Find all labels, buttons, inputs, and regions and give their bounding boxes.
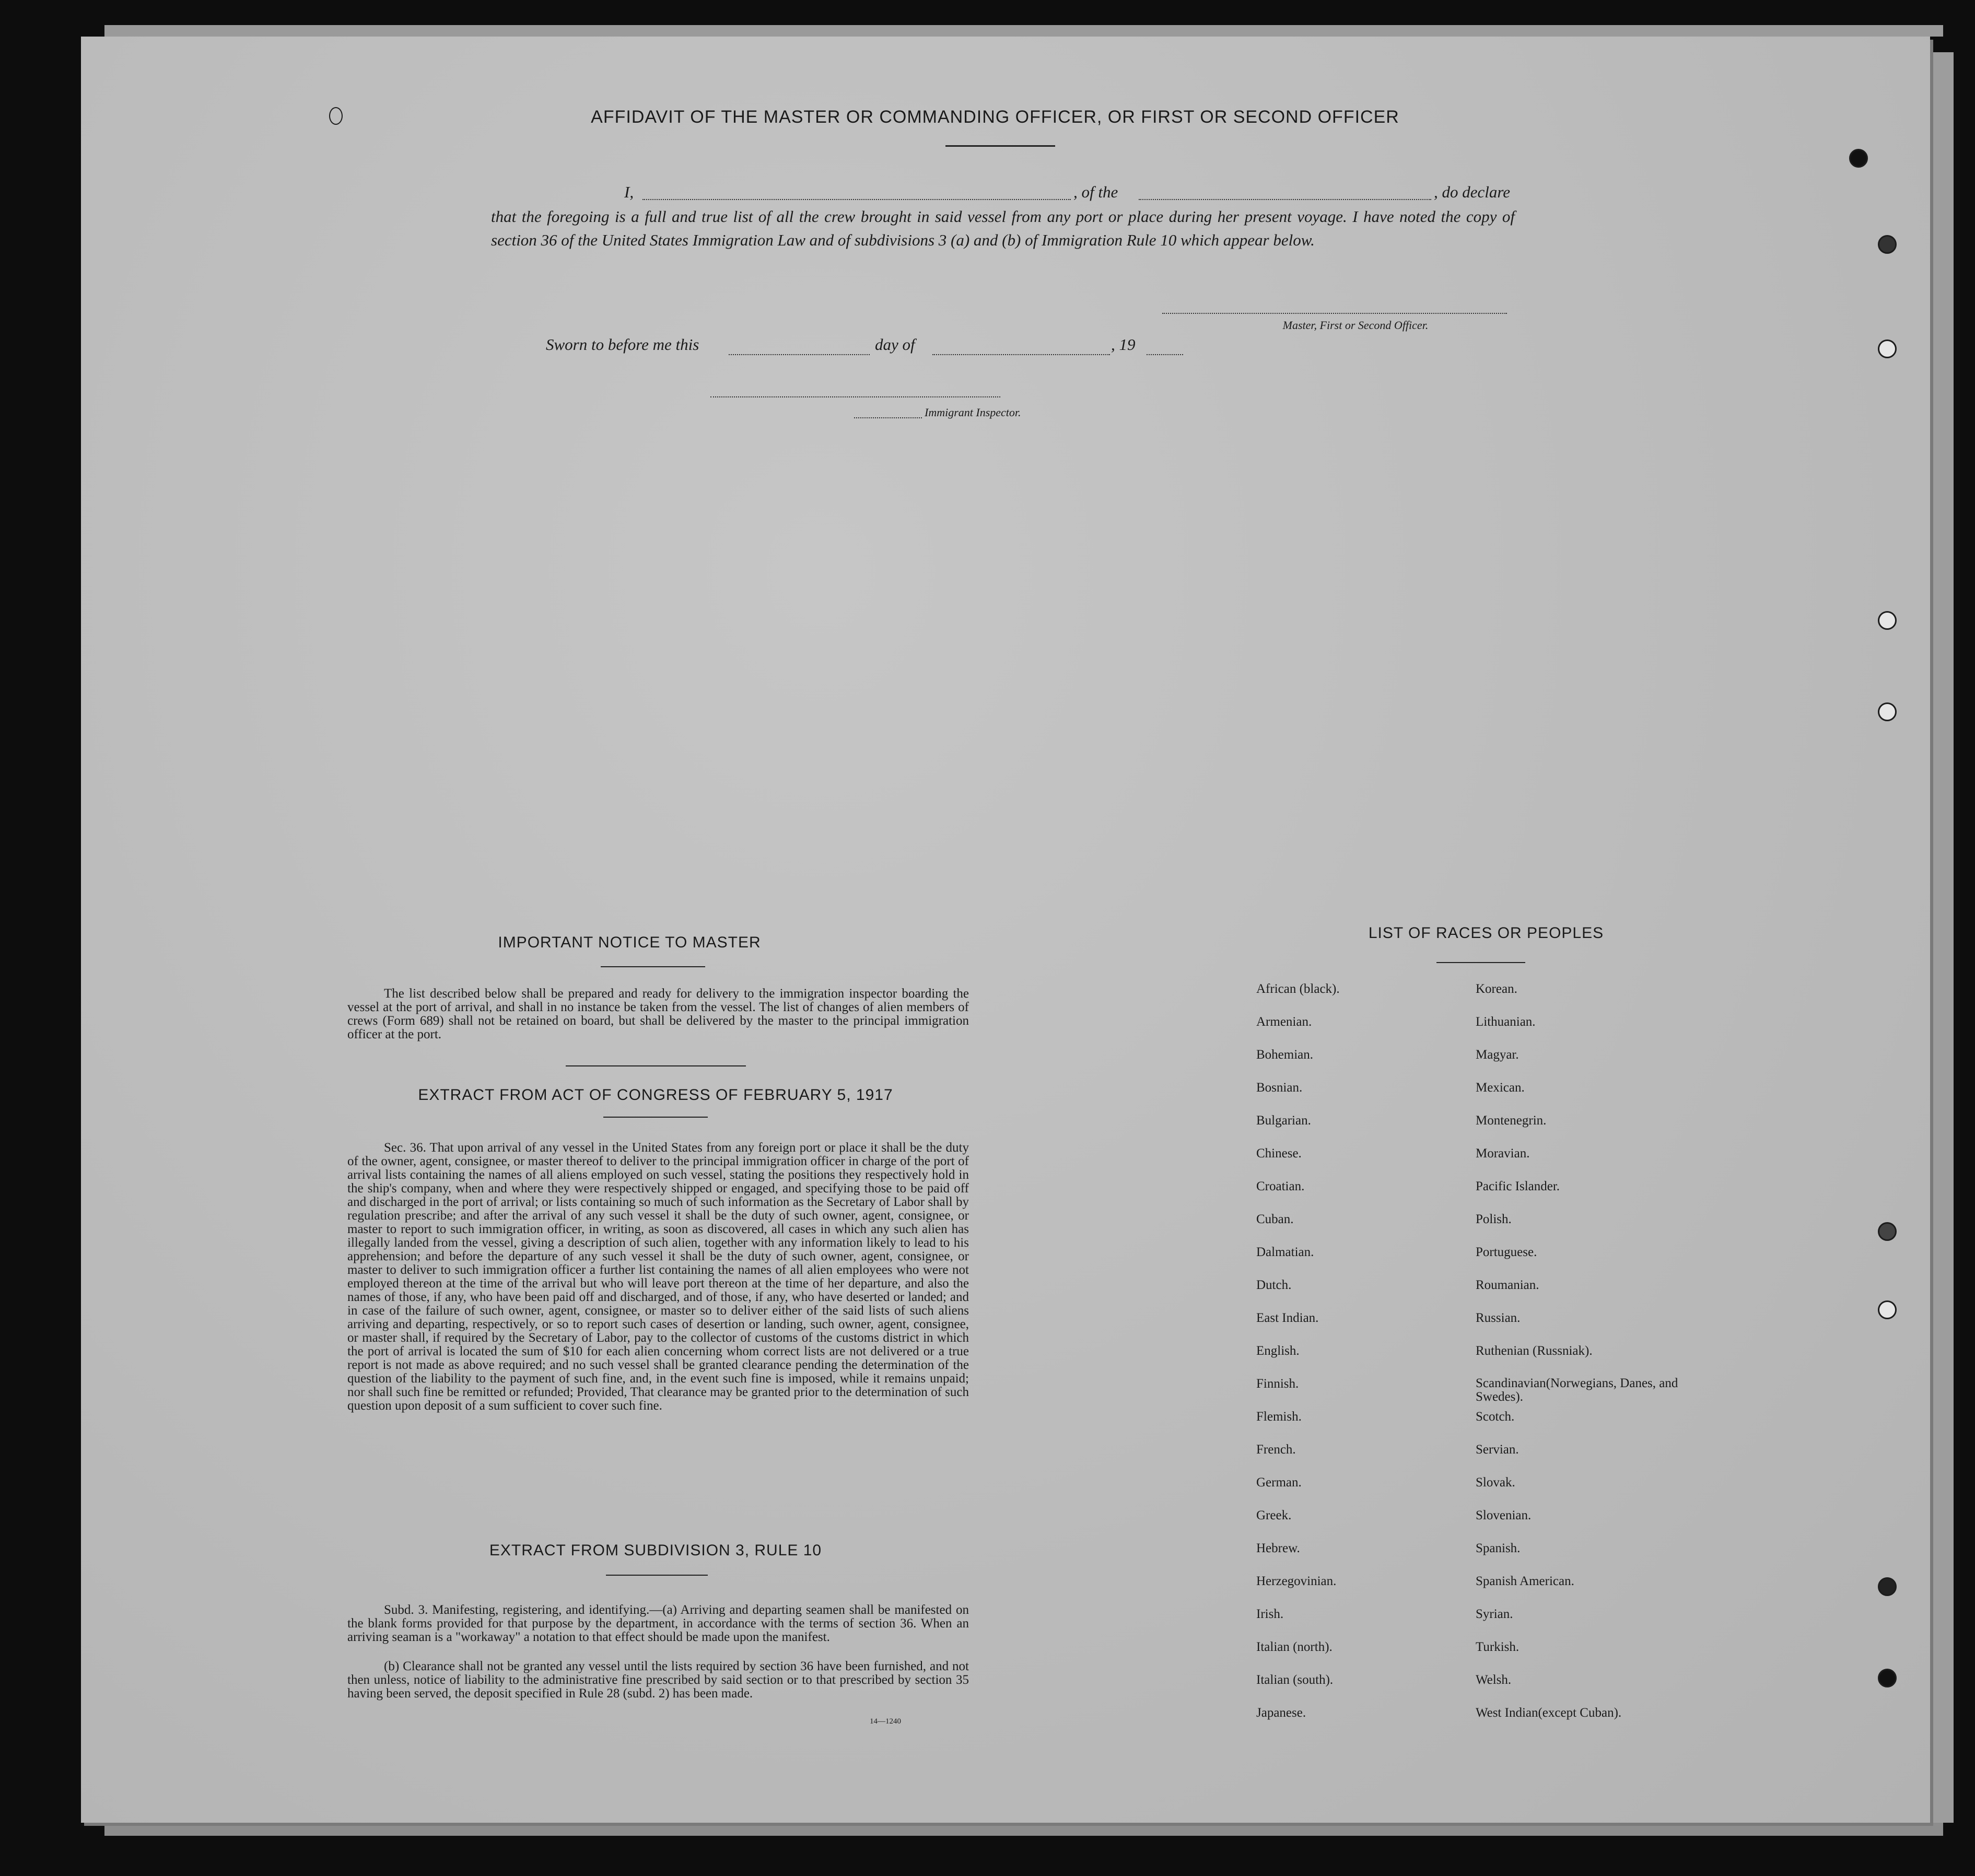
inspector-short-line[interactable]	[854, 405, 922, 418]
race-item: Dutch.	[1256, 1278, 1292, 1292]
inspector-signature-line[interactable]	[710, 384, 1000, 397]
affidavit-declaration-line	[491, 180, 1515, 204]
races-column-left	[1256, 982, 1455, 1739]
extract-act-title-rule	[603, 1117, 708, 1118]
extract-rule-para-a: Subd. 3. Manifesting, registering, and identifying.—(a) Arriving and departing seamen shall be manifested on the blank forms provided for that purpose by the department, in accordance with the terms of section 36. When an arriving seaman is a "workaway" a notation to that effect should be made upon the manifest.	[347, 1603, 969, 1644]
vessel-blank[interactable]	[1139, 186, 1431, 200]
affidavit-title-rule	[945, 145, 1055, 147]
punch-hole-icon	[1878, 1222, 1897, 1241]
race-item: Slovak.	[1476, 1475, 1515, 1490]
form-number: 14—1240	[870, 1717, 901, 1726]
race-item: Lithuanian.	[1476, 1015, 1536, 1029]
race-item: English.	[1256, 1344, 1300, 1358]
extract-rule-title-rule	[606, 1575, 708, 1576]
race-item: Montenegrin.	[1476, 1113, 1547, 1128]
races-column-right	[1476, 982, 1685, 1739]
race-item: Italian (north).	[1256, 1640, 1333, 1654]
race-item: Magyar.	[1476, 1048, 1519, 1062]
punch-hole-icon	[1878, 339, 1897, 358]
race-item: Cuban.	[1256, 1212, 1294, 1226]
affidavit-body: that the foregoing is a full and true list of all the crew brought in said vessel from any port or place during her present voyage. I have noted the copy of section 36 of the United States Immigration Law and of subdivisions 3 (a) and (b) of Immigration Rule 10 which appear below.	[491, 207, 1515, 249]
race-item: Bulgarian.	[1256, 1113, 1311, 1128]
extract-act-body: Sec. 36. That upon arrival of any vessel in the United States from any foreign port or place it shall be the duty of the owner, agent, consignee, or master thereof to deliver to the principal immigration officer in charge of the port of arrival lists containing the names of all aliens employed on such vessel, stating the positions they respectively hold in the ship's company, when and where they were respectively shipped or engaged, and specifying those to be paid off and discharged in the port of arrival; or lists containing so much of such information as the Secretary of Labor shall by regulation prescribe; and after the arrival of any such vessel it shall be the duty of such owner, agent, consignee, or master to report to such immigration officer, in writing, as soon as discovered, all cases in which any such alien has illegally landed from the vessel, giving a description of such alien, together with any information likely to lead to his apprehension; and before the departure of any such vessel it shall be the duty of such owner, agent, consignee, or master to deliver to such immigration officer a further list containing the names of all alien employees who were not employed thereon at the time of the arrival but who will leave port thereon at the time of her departure, and also the names of those, if any, who have been paid off and discharged, and of those, if any, who have deserted or landed; and in case of the failure of such owner, agent, consignee, or master so to deliver either of the said lists of such aliens arriving and departing, respectively, or so to report such cases of desertion or landing, such owner, agent, consignee, or master shall, if required by the Secretary of Labor, pay to the collector of customs of the customs district in which the port of arrival is located the sum of $10 for each alien concerning whom correct lists are not delivered or a true report is not made as above required; and no such vessel shall be granted clearance pending the determination of the question of the liability to the payment of such fine, and, in the event such fine is imposed, while it remains unpaid; nor shall such fine be remitted or refunded; Provided, That clearance may be granted prior to the determination of such question upon deposit of a sum sufficient to cover such fine.	[347, 1141, 969, 1413]
race-item: Bosnian.	[1256, 1081, 1303, 1095]
sworn-month-blank[interactable]	[932, 342, 1110, 355]
race-item: Flemish.	[1256, 1410, 1302, 1424]
declare-i-label: I,	[624, 183, 634, 201]
race-item: Mexican.	[1476, 1081, 1525, 1095]
race-item: Roumanian.	[1476, 1278, 1539, 1292]
race-item: Portuguese.	[1476, 1245, 1537, 1259]
race-item: Spanish.	[1476, 1541, 1521, 1555]
extract-act-title: EXTRACT FROM ACT OF CONGRESS OF FEBRUARY 5, 1917	[418, 1086, 893, 1104]
sworn-year-blank[interactable]	[1147, 342, 1183, 355]
punch-hole-icon	[1878, 1577, 1897, 1596]
race-item: Spanish American.	[1476, 1574, 1574, 1588]
race-item: Finnish.	[1256, 1377, 1299, 1391]
master-signature-line[interactable]	[1162, 300, 1507, 314]
race-item: Armenian.	[1256, 1015, 1312, 1029]
do-declare-label: , do declare	[1434, 183, 1511, 201]
race-item: Hebrew.	[1256, 1541, 1300, 1555]
race-item: Slovenian.	[1476, 1508, 1532, 1522]
punch-hole-icon	[1849, 149, 1868, 168]
race-item: Pacific Islander.	[1476, 1179, 1560, 1193]
sworn-day-blank[interactable]	[729, 342, 870, 355]
race-item: Syrian.	[1476, 1607, 1513, 1621]
name-blank[interactable]	[642, 186, 1071, 200]
master-signature-caption: Master, First or Second Officer.	[1282, 319, 1429, 332]
notice-title: IMPORTANT NOTICE TO MASTER	[498, 934, 761, 951]
small-ring-icon	[329, 107, 343, 125]
notice-title-rule	[601, 966, 705, 967]
notice-body: The list described below shall be prepared and ready for delivery to the immigration inspector boarding the vessel at the port of arrival, and shall in no instance be taken from the vessel. The list of changes of alien members of crews (Form 689) shall not be retained on board, but shall be delivered by the master to the principal immigration officer at the port.	[347, 987, 969, 1041]
punch-hole-icon	[1878, 611, 1897, 630]
race-item: Polish.	[1476, 1212, 1512, 1226]
race-item: East Indian.	[1256, 1311, 1319, 1325]
race-item: Ruthenian (Russniak).	[1476, 1344, 1593, 1358]
race-item: Dalmatian.	[1256, 1245, 1314, 1259]
race-item: Turkish.	[1476, 1640, 1520, 1654]
race-item: Herzegovinian.	[1256, 1574, 1337, 1588]
race-item: Chinese.	[1256, 1146, 1302, 1160]
race-item: Scandinavian(Norwegians, Danes, and Swedes).	[1476, 1376, 1678, 1404]
race-item: Italian (south).	[1256, 1673, 1334, 1687]
race-item: African (black).	[1256, 982, 1340, 996]
document-page	[81, 37, 1930, 1823]
race-item: French.	[1256, 1443, 1296, 1457]
race-item: Welsh.	[1476, 1673, 1512, 1687]
page-edge-bottom	[104, 1823, 1943, 1836]
race-item: Korean.	[1476, 982, 1517, 996]
race-item: Scotch.	[1476, 1410, 1515, 1424]
of-the-label: , of the	[1073, 183, 1118, 201]
sworn-line	[546, 335, 1277, 359]
punch-hole-icon	[1878, 235, 1897, 254]
page-edge-right	[1930, 52, 1954, 1823]
page-edge-top	[104, 25, 1943, 37]
extract-rule-para-b: (b) Clearance shall not be granted any vessel until the lists required by section 36 have been furnished, and not then unless, notice of liability to the administrative fine prescribed by said section or to that prescribed by section 35 having been served, the deposit specified in Rule 28 (subd. 2) has been made.	[347, 1659, 969, 1701]
punch-hole-icon	[1878, 702, 1897, 721]
races-title: LIST OF RACES OR PEOPLES	[1368, 924, 1604, 942]
races-title-rule	[1436, 962, 1525, 963]
inspector-caption: Immigrant Inspector.	[925, 406, 1021, 419]
race-item: West Indian(except Cuban).	[1476, 1706, 1622, 1720]
extract-rule-title: EXTRACT FROM SUBDIVISION 3, RULE 10	[489, 1542, 822, 1559]
punch-hole-icon	[1878, 1300, 1897, 1319]
sworn-label: Sworn to before me this	[546, 335, 699, 354]
day-of-label: day of	[875, 335, 915, 354]
race-item: Bohemian.	[1256, 1048, 1314, 1062]
year-label: , 19	[1111, 335, 1136, 354]
race-item: Greek.	[1256, 1508, 1292, 1522]
race-item: Moravian.	[1476, 1146, 1530, 1160]
notice-separator-rule	[566, 1065, 746, 1066]
race-item: Russian.	[1476, 1311, 1521, 1325]
race-item: Japanese.	[1256, 1706, 1306, 1720]
punch-hole-icon	[1878, 1669, 1897, 1687]
affidavit-title: AFFIDAVIT OF THE MASTER OR COMMANDING OFFICER, OR FIRST OR SECOND OFFICER	[591, 107, 1399, 127]
race-item: Irish.	[1256, 1607, 1284, 1621]
race-item: Croatian.	[1256, 1179, 1305, 1193]
race-item: German.	[1256, 1475, 1302, 1490]
race-item: Servian.	[1476, 1443, 1519, 1457]
